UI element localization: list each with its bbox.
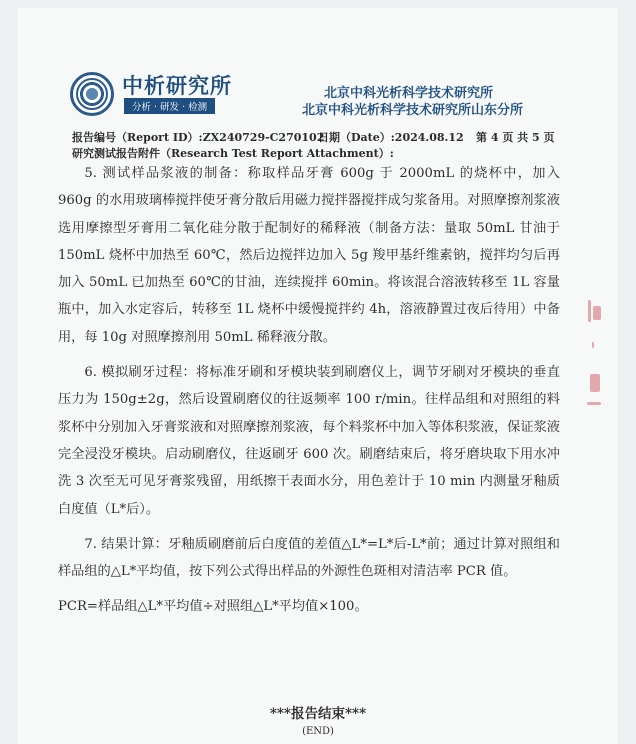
report-date: 日期（Date）:2024.08.12	[318, 131, 464, 144]
org-name: 中析研究所	[122, 74, 232, 98]
seam-stamp-mark	[584, 300, 604, 420]
step-5-paragraph: 5. 测试样品浆液的制备：称取样品牙膏 600g 于 2000mL 的烧杯中，加入 960g 的水用玻璃棒搅拌使牙膏分散后用磁力搅拌器搅拌成匀浆备用。对照摩擦剂浆液选用摩擦型牙膏用二氧化硅分散于配制好的稀释液（制备方法：量取 50mL 甘油于 150mL 烧杯中加热至 60℃，然后边搅拌边加入 5g 羧甲基纤维素钠，搅拌均匀后再加入 50mL 已加热至 60℃的甘油，连续搅拌 60min。将该混合溶液转移至 1L 容量瓶中，加入水定容后，转移至 1L 烧杯中缓慢搅拌约 4h，溶液静置过夜后待用）中备用，每 10g 对照摩擦剂用 50mL 稀释液分散。	[58, 166, 560, 345]
report-id: 报告编号（Report ID）:ZX240729-C270102	[72, 131, 325, 144]
step-7-paragraph: 7. 结果计算：牙釉质刷磨前后白度值的差值△L*=L*后-L*前；通过计算对照组和样品组的△L*平均值，按下列公式得出样品的外源性色斑相对清洁率 PCR 值。	[58, 536, 560, 580]
institute-name-line1: 北京中科光析科学技术研究所	[324, 86, 494, 101]
institute-seal-logo	[70, 72, 114, 116]
attachment-title: 研究测试报告附件（Research Test Report Attachment）:	[72, 147, 394, 160]
institute-name-line2: 北京中科光析科学技术研究所山东分所	[302, 103, 524, 118]
report-end-title: ***报告结束***	[269, 706, 367, 722]
report-body	[58, 160, 560, 621]
report-end-subtitle: (END)	[302, 726, 334, 737]
page-number: 第 4 页 共 5 页	[476, 131, 555, 144]
org-tagline: 分析 · 研发 · 检测	[124, 98, 215, 114]
step-6-paragraph: 6. 模拟刷牙过程：将标准牙刷和牙模块装到刷磨仪上，调节牙刷对牙模块的垂直压力为 150g±2g，然后设置刷磨仪的往返频率 100 r/min。往样品组和对照组的料浆杯中分别加入牙膏浆液和对照摩擦剂浆液，每个料浆杯中加入等体积浆液，保证浆液完全浸没牙模块。启动刷磨仪，往返刷牙 600 次。刷磨结束后，将牙磨块取下用水冲洗 3 次至无可见牙膏浆残留，用纸擦干表面水分，用色差计于 10 min 内测量牙釉质白度值（L*后）。	[58, 365, 560, 517]
pcr-formula: PCR=样品组△L*平均值÷对照组△L*平均值×100。	[58, 599, 368, 615]
